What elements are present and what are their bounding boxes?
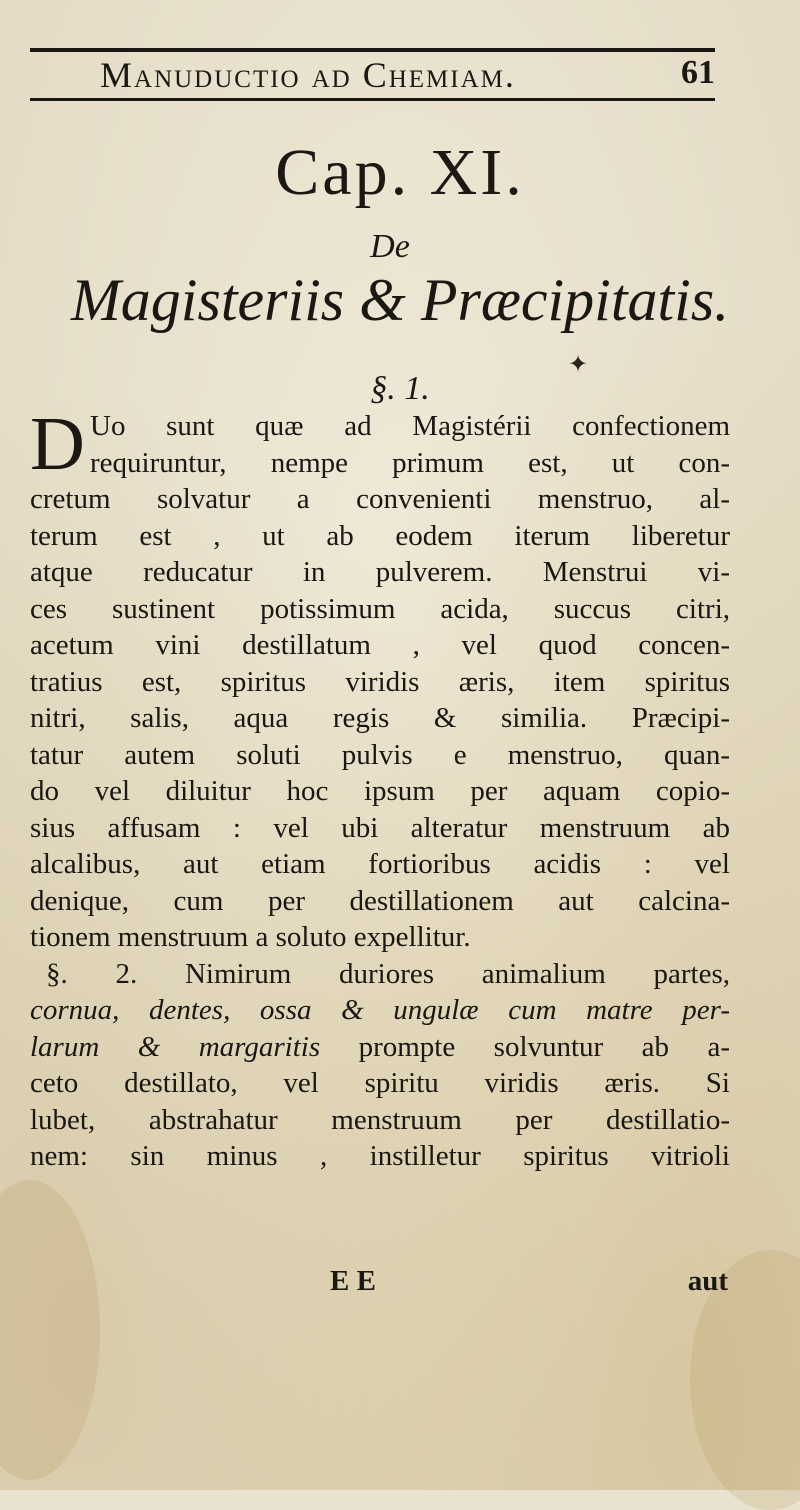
catchword: aut bbox=[687, 1265, 728, 1297]
text-line: nitri, salis, aqua regis & similia. Præcipi- bbox=[30, 702, 730, 734]
page-number: 61 bbox=[681, 54, 715, 91]
text-line: ceto destillato, vel spiritu viridis æris. Si bbox=[30, 1067, 730, 1099]
section-mark: §. 1. bbox=[370, 370, 430, 407]
text-line: tatur autem soluti pulvis e menstruo, quan- bbox=[30, 738, 730, 771]
text-line: alcalibus, aut etiam fortioribus acidis : vel bbox=[30, 848, 730, 880]
running-title: Manuductio ad Chemiam. bbox=[100, 55, 516, 95]
text-line: sius affusam : vel ubi alteratur menstruum ab bbox=[30, 811, 730, 844]
header-rule-top bbox=[30, 48, 715, 52]
ornament-icon: ✦ bbox=[568, 350, 589, 378]
text-line: Uo sunt quæ ad Magistérii confectionem bbox=[90, 410, 730, 442]
paper-stain bbox=[0, 1180, 100, 1480]
page-footer bbox=[30, 1265, 730, 1301]
text-line: §. 2. Nimirum duriores animalium partes, bbox=[46, 957, 730, 990]
text-line: atque reducatur in pulverem. Menstrui vi- bbox=[30, 556, 730, 588]
text-line: requiruntur, nempe primum est, ut con- bbox=[90, 446, 730, 479]
text-line: denique, cum per destillationem aut calcina- bbox=[30, 884, 730, 917]
text-line: tionem menstruum a soluto expellitur. bbox=[30, 921, 471, 953]
text-line: lubet, abstrahatur menstruum per destillatio- bbox=[30, 1103, 730, 1136]
running-head bbox=[30, 54, 715, 96]
chapter-title: Cap. XI. bbox=[275, 136, 525, 209]
italic-phrase: larum & margaritis bbox=[30, 1030, 321, 1063]
text-line: ces sustinent potissimum acida, succus citri, bbox=[30, 592, 730, 625]
text-line: acetum vini destillatum , vel quod concen- bbox=[30, 629, 730, 661]
drop-cap: D bbox=[30, 402, 85, 486]
text-line-italic: cornua, dentes, ossa & ungulæ cum matre per- bbox=[30, 994, 730, 1026]
text-line: tratius est, spiritus viridis æris, item spiritus bbox=[30, 665, 730, 698]
text-line: nem: sin minus , instilletur spiritus vitrioli bbox=[30, 1140, 730, 1172]
text-phrase: prompte solvuntur ab a- bbox=[358, 1030, 730, 1063]
body-text bbox=[30, 402, 730, 1175]
header-rule-bottom bbox=[30, 98, 715, 101]
text-line: terum est , ut ab eodem iterum liberetur bbox=[30, 519, 730, 552]
signature-mark: E E bbox=[330, 1265, 376, 1297]
text-line: cretum solvatur a convenienti menstruo, al- bbox=[30, 483, 730, 515]
text-line-mixed bbox=[30, 1029, 730, 1066]
text-line: do vel diluitur hoc ipsum per aquam copio- bbox=[30, 775, 730, 807]
chapter-de: De bbox=[370, 228, 410, 265]
chapter-subject: Magisteriis & Præcipitatis. bbox=[70, 267, 730, 333]
